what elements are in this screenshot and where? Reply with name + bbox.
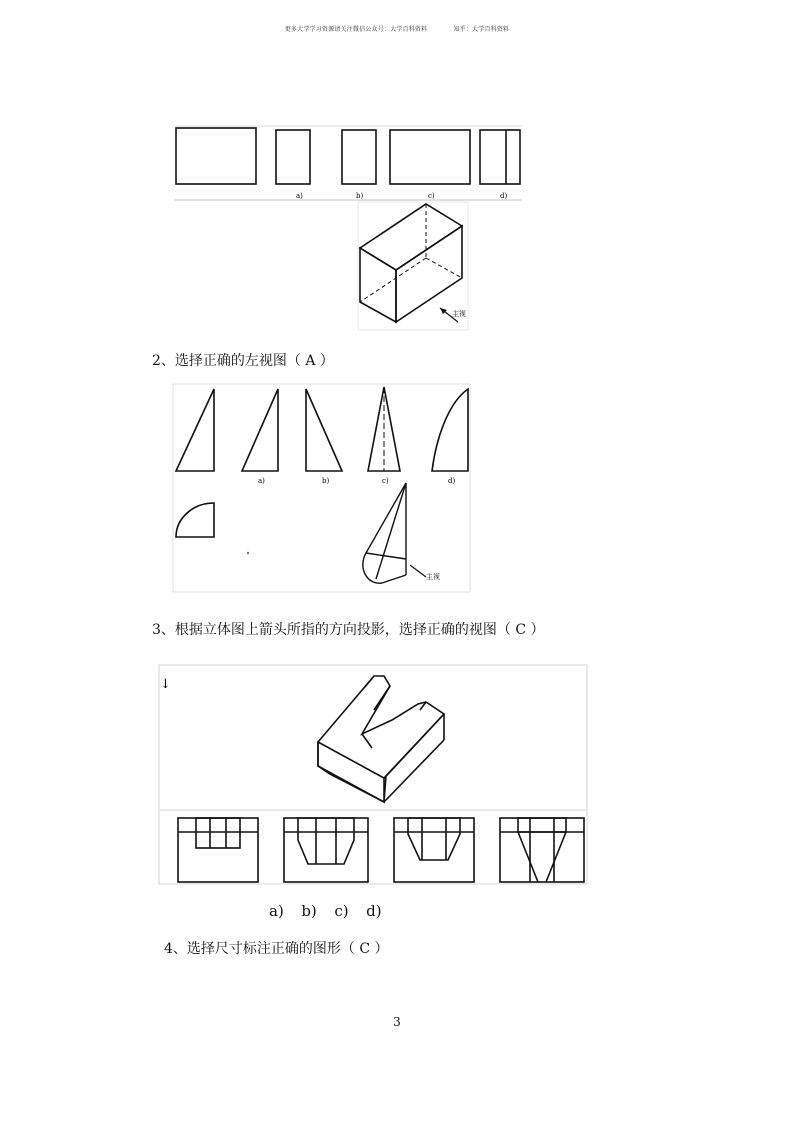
header-left: 更多大学学习资源请关注微信公众号：大学百科资料 bbox=[284, 26, 428, 33]
option-c-rect bbox=[390, 130, 470, 184]
option-b-rect bbox=[342, 130, 376, 184]
figure-3-drawing bbox=[158, 664, 588, 886]
fig1-label-c: c) bbox=[428, 192, 435, 200]
fig1-label-a: a) bbox=[296, 192, 303, 200]
question-3: 3、根据立体图上箭头所指的方向投影，选择正确的视图（ C ） bbox=[152, 622, 545, 638]
main-triangle bbox=[176, 389, 214, 471]
option-d-rect bbox=[480, 130, 520, 184]
fig2-label-a: a) bbox=[258, 477, 265, 485]
fig2-label-c: c) bbox=[382, 477, 389, 485]
figure-3 bbox=[158, 664, 588, 886]
fig1-label-d: d) bbox=[500, 192, 508, 200]
figure-3-option-labels: a) b) c) d) bbox=[269, 902, 382, 920]
v-block-solid bbox=[318, 676, 444, 802]
fig1-label-b: b) bbox=[356, 192, 364, 200]
figure-1 bbox=[172, 124, 532, 334]
page-header bbox=[0, 24, 794, 33]
figure-2 bbox=[172, 383, 472, 595]
fig2-label-d: d) bbox=[448, 477, 456, 485]
direction-arrow: ↓ bbox=[160, 677, 171, 692]
option-a-view bbox=[178, 818, 258, 882]
quarter-circle bbox=[176, 503, 214, 537]
isometric-box bbox=[360, 204, 462, 322]
option-b-shape bbox=[306, 389, 342, 471]
option-a-rect bbox=[276, 130, 310, 184]
question-4: 4、选择尺寸标注正确的图形（ C ） bbox=[164, 941, 389, 957]
fig2-view-label: 主视 bbox=[426, 573, 440, 581]
header-right: 知乎：大学百科资料 bbox=[453, 26, 510, 33]
question-2: 2、选择正确的左视图（ A ） bbox=[152, 353, 334, 369]
option-d-shape bbox=[432, 389, 468, 471]
option-c-view bbox=[394, 818, 474, 882]
option-b-view bbox=[284, 818, 368, 882]
fig1-view-label: 主视 bbox=[452, 310, 466, 318]
figure-1-drawing bbox=[172, 124, 532, 334]
page-number: 3 bbox=[393, 1015, 401, 1029]
figure-2-drawing bbox=[172, 383, 472, 595]
option-d-view bbox=[500, 818, 584, 882]
cone-solid bbox=[363, 483, 406, 583]
option-a-shape bbox=[242, 389, 278, 471]
fig2-label-b: b) bbox=[322, 477, 330, 485]
front-view-rect bbox=[176, 128, 256, 184]
